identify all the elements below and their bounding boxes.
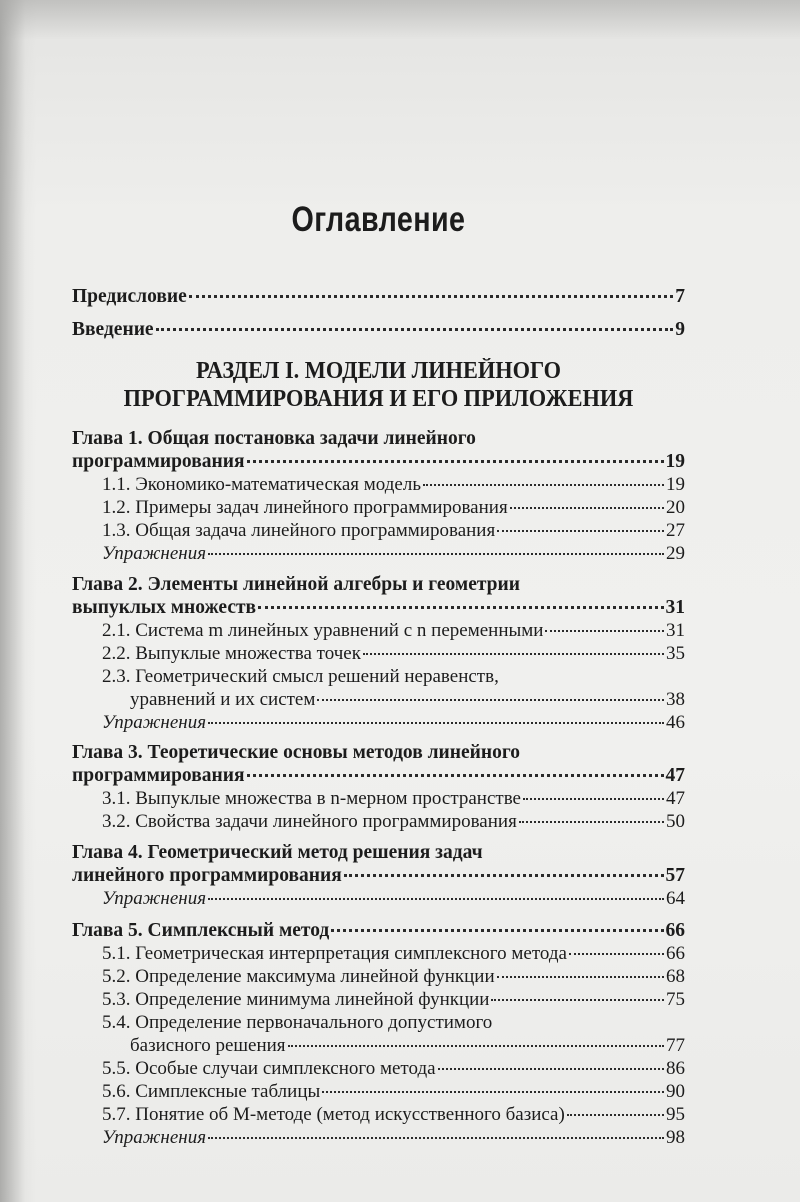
leader-dots <box>344 874 664 877</box>
toc-label: 3.1. Выпуклые множества в n-мерном пространстве <box>102 788 521 809</box>
toc-entry-chapter-5[interactable] <box>72 920 685 942</box>
toc-entry-5-3[interactable] <box>102 989 685 1011</box>
toc-entry-1-2[interactable] <box>102 497 685 519</box>
leader-dots <box>189 295 673 298</box>
toc-entry-3-1[interactable] <box>102 788 685 810</box>
chapter-3-title-line1: Глава 3. Теоретические основы методов линейного <box>72 742 521 763</box>
book-spine-shadow <box>0 0 36 1202</box>
toc-page-number: 47 <box>666 788 685 809</box>
toc-entry-1-3[interactable] <box>102 520 685 542</box>
toc-page-number: 29 <box>666 543 685 564</box>
toc-entry-5-5[interactable] <box>102 1058 685 1080</box>
leader-dots <box>438 1068 664 1070</box>
toc-label: 1.2. Примеры задач линейного программирования <box>102 497 508 518</box>
leader-dots <box>523 798 664 800</box>
toc-entry-5-1[interactable] <box>102 943 685 965</box>
toc-entry-5-4[interactable] <box>130 1035 685 1057</box>
leader-dots <box>569 953 664 955</box>
toc-label: уравнений и их систем <box>130 689 316 710</box>
toc-label: Упражнения <box>102 712 207 733</box>
toc-label: программирования <box>72 765 245 786</box>
toc-entry-preface[interactable] <box>72 286 685 308</box>
leader-dots <box>208 553 664 555</box>
toc-label: 1.1. Экономико-математическая модель <box>102 474 422 495</box>
toc-entry-3-2[interactable] <box>102 811 685 833</box>
toc-entry-5-4-line1: 5.4. Определение первоначального допустимого <box>102 1012 493 1033</box>
toc-page-number: 31 <box>666 620 685 641</box>
toc-entry-1-exercises[interactable] <box>102 543 685 565</box>
toc-entry-2-3-line1: 2.3. Геометрический смысл решений неравенств, <box>102 666 499 687</box>
leader-dots <box>510 507 664 509</box>
toc-entry-2-exercises[interactable] <box>102 712 685 734</box>
toc-entry-2-2[interactable] <box>102 643 685 665</box>
toc-label: линейного программирования <box>72 865 342 886</box>
toc-label: Упражнения <box>102 888 207 909</box>
leader-dots <box>497 976 664 978</box>
toc-entry-4-exercises[interactable] <box>102 888 685 910</box>
section-heading-line2: ПРОГРАММИРОВАНИЯ И ЕГО ПРИЛОЖЕНИЯ <box>123 386 634 412</box>
toc-label: 5.6. Симплексные таблицы <box>102 1081 321 1102</box>
toc-page-number: 64 <box>666 888 685 909</box>
toc-page-number: 98 <box>666 1127 685 1148</box>
leader-dots <box>247 460 664 463</box>
toc-page-number: 9 <box>675 319 685 340</box>
leader-dots <box>322 1091 664 1093</box>
toc-label: программирования <box>72 451 245 472</box>
toc-entry-2-3[interactable] <box>130 689 685 711</box>
toc-label: Упражнения <box>102 543 207 564</box>
toc-label: Введение <box>72 319 154 340</box>
toc-entry-1-1[interactable] <box>102 474 685 496</box>
toc-label: 5.5. Особые случаи симплексного метода <box>102 1058 436 1079</box>
toc-label: выпуклых множеств <box>72 597 257 618</box>
toc-page-number: 57 <box>665 865 685 886</box>
leader-dots <box>208 722 664 724</box>
toc-page-number: 66 <box>666 943 685 964</box>
leader-dots <box>363 653 664 655</box>
leader-dots <box>317 699 664 701</box>
toc-entry-5-7[interactable] <box>102 1104 685 1126</box>
toc-page-number: 35 <box>666 643 685 664</box>
toc-label: Глава 5. Симплексный метод <box>72 920 330 941</box>
toc-page-number: 75 <box>666 989 685 1010</box>
toc-label: Предисловие <box>72 286 187 307</box>
toc-page-number: 47 <box>665 765 685 786</box>
leader-dots <box>247 774 664 777</box>
leader-dots <box>491 999 664 1001</box>
toc-label: 5.2. Определение максимума линейной функции <box>102 966 495 987</box>
leader-dots <box>519 821 664 823</box>
toc-page-number: 50 <box>666 811 685 832</box>
toc-entry-chapter-4[interactable] <box>72 865 685 887</box>
leader-dots <box>545 630 664 632</box>
toc-label: 5.1. Геометрическая интерпретация симплексного метода <box>102 943 567 964</box>
toc-page-number: 19 <box>666 474 685 495</box>
toc-label: 5.3. Определение минимума линейной функции <box>102 989 490 1010</box>
chapter-2-title-line1: Глава 2. Элементы линейной алгебры и геометрии <box>72 574 520 595</box>
toc-entry-5-2[interactable] <box>102 966 685 988</box>
toc-page-number: 31 <box>665 597 685 618</box>
leader-dots <box>288 1045 664 1047</box>
leader-dots <box>208 898 664 900</box>
toc-entry-chapter-2[interactable] <box>72 597 685 619</box>
leader-dots <box>567 1114 664 1116</box>
toc-label: 5.7. Понятие об M-методе (метод искусственного базиса) <box>102 1104 565 1125</box>
page-title: Оглавление <box>291 200 466 239</box>
leader-dots <box>497 530 664 532</box>
leader-dots <box>208 1137 664 1139</box>
toc-entry-2-1[interactable] <box>102 620 685 642</box>
toc-page-number: 77 <box>666 1035 685 1056</box>
toc-entry-intro[interactable] <box>72 319 685 341</box>
toc-page-number: 38 <box>666 689 685 710</box>
toc-page <box>72 0 685 1202</box>
leader-dots <box>258 606 663 609</box>
toc-entry-chapter-3[interactable] <box>72 765 685 787</box>
leader-dots <box>156 328 674 331</box>
toc-page-number: 66 <box>665 920 685 941</box>
toc-label: базисного решения <box>130 1035 286 1056</box>
toc-entry-chapter-1[interactable] <box>72 451 685 473</box>
toc-entry-5-6[interactable] <box>102 1081 685 1103</box>
toc-page-number: 19 <box>665 451 685 472</box>
toc-label: 1.3. Общая задача линейного программирования <box>102 520 496 541</box>
toc-label: 2.2. Выпуклые множества точек <box>102 643 361 664</box>
toc-label: 2.1. Система m линейных уравнений с n переменными <box>102 620 544 641</box>
toc-page-number: 27 <box>666 520 685 541</box>
toc-page-number: 86 <box>666 1058 685 1079</box>
leader-dots <box>423 484 664 486</box>
toc-page-number: 95 <box>666 1104 685 1125</box>
toc-page-number: 90 <box>666 1081 685 1102</box>
chapter-4-title-line1: Глава 4. Геометрический метод решения задач <box>72 842 483 863</box>
toc-page-number: 68 <box>666 966 685 987</box>
toc-page-number: 7 <box>675 286 685 307</box>
toc-page-number: 20 <box>666 497 685 518</box>
leader-dots <box>331 929 663 932</box>
toc-label: Упражнения <box>102 1127 207 1148</box>
chapter-1-title-line1: Глава 1. Общая постановка задачи линейного <box>72 428 476 449</box>
toc-label: 3.2. Свойства задачи линейного программирования <box>102 811 517 832</box>
section-heading-line1: РАЗДЕЛ I. МОДЕЛИ ЛИНЕЙНОГО <box>196 358 561 384</box>
toc-page-number: 46 <box>666 712 685 733</box>
toc-entry-5-exercises[interactable] <box>102 1127 685 1149</box>
